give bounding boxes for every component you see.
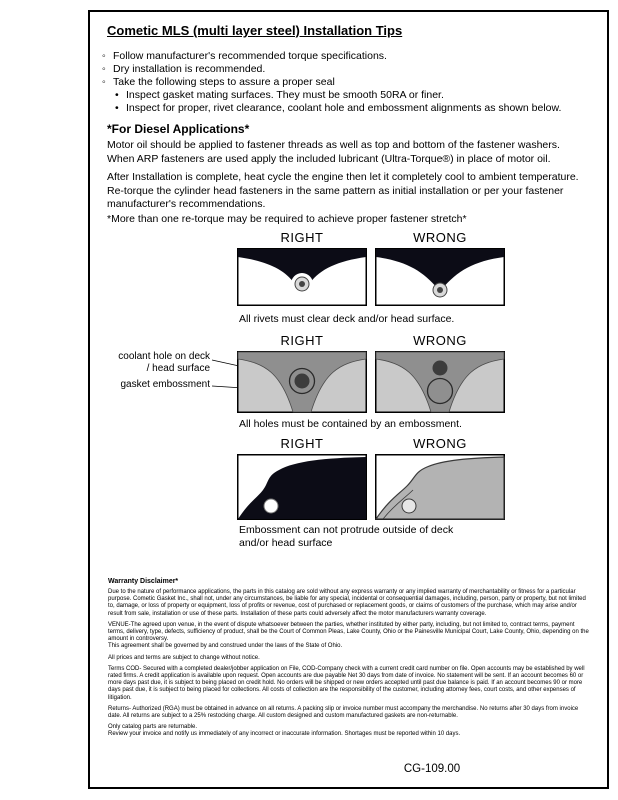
rivet-clearance-wrong-diagram	[375, 248, 505, 306]
warranty-disclaimer-section	[108, 578, 592, 743]
protrusion-right-diagram	[237, 454, 367, 520]
warranty-paragraph: VENUE-The agreed upon venue, in the event of dispute whatsoever between the parties, whether instituted by either party, including, but not limited to, contract terms, payment terms, delivery, type, defects, sufficiency of product, shall be the Court of Common Pleas, Lake County, Ohio or the Painesville Municipal Court, Lake County, Ohio, depending on the amount in controversy.	[108, 621, 589, 643]
warranty-paragraph: Review your invoice and notify us immediately of any incorrect or inaccurate information. Shortages must be reported within 10 days.	[108, 731, 461, 738]
tip-item: ◦ Take the following steps to assure a proper seal	[102, 76, 592, 89]
tip-item: ◦ Follow manufacturer's recommended torque specifications.	[102, 50, 592, 63]
wrong-label-row1: WRONG	[413, 230, 467, 245]
gasket-embossment-callout: gasket embossment	[120, 379, 210, 390]
diesel-applications-heading: *For Diesel Applications*	[107, 122, 250, 136]
page-border-frame	[88, 10, 609, 789]
warranty-paragraph: Due to the nature of performance applications, the parts in this catalog are sold without any express warranty or any implied warranty of merchantability or fitness for a particular purpose. Cometic Gasket Inc., shall not, under any circumstances, be liable for any special, incidental or consequential damages, including, person, party or property, but not limited to, damage, or loss of property or equipment, loss of profits or revenue, cost of purchased or replacement goods, or claims of customers of the purchase, which may arise and/or result from sale, installation or use of these parts. Installation of these parts could adversely affect the motor manufacturers warranty coverage.	[108, 589, 586, 617]
diagram-caption-holes: All holes must be contained by an embossment.	[239, 418, 462, 430]
right-label-row3: RIGHT	[280, 436, 324, 451]
diagram-caption-rivets: All rivets must clear deck and/or head surface.	[239, 313, 455, 325]
diesel-paragraph-1: Motor oil should be applied to fastener threads as well as top and bottom of the fastener washers. When ARP fasteners are used apply the included lubricant (Ultra-Torque®) in place of motor oil.	[107, 139, 560, 165]
warranty-paragraph: All prices and terms are subject to change without notice.	[108, 654, 260, 661]
warranty-paragraph: This agreement shall be governed by and construed under the laws of the State of Ohio.	[108, 643, 343, 650]
rivet-clearance-right-diagram	[237, 248, 367, 306]
wrong-label-row2: WRONG	[413, 333, 467, 348]
embossment-contained-right-diagram	[237, 351, 367, 413]
wrong-label-row3: WRONG	[413, 436, 467, 451]
sub-tip-item: • Inspect for proper, rivet clearance, coolant hole and embossment alignments as shown below.	[115, 102, 592, 115]
diesel-paragraph-2: After Installation is complete, heat cycle the engine then let it completely cool to ambient temperature. Re-torque the cylinder head fasteners in the same pattern as initial installation or per your fastener manufacturer's recommendations.	[107, 171, 579, 210]
page-code: CG-109.00	[403, 763, 461, 775]
warranty-paragraph: Only catalog parts are returnable.	[108, 724, 198, 731]
coolant-hole-callout: coolant hole on deck / head surface	[118, 351, 210, 374]
embossment-contained-wrong-diagram	[375, 351, 505, 413]
diagram-caption-protrusion: Embossment can not protrude outside of deck and/or head surface	[239, 524, 454, 549]
retorque-note: *More than one re-torque may be required to achieve proper fastener stretch*	[107, 213, 467, 225]
warranty-paragraph: Terms COD- Secured with a completed dealer/jobber application on File, COD-Company check with a current credit card number on file. Open accounts may be established by well rated firms. A credit application is available upon request. Open accounts are due payable Net 30 days from date of invoice. No statement will be sent. If an account becomes 60 or more days past due, it is subject to being placed on credit hold. No orders will be shipped or new orders accepted until past due balance is paid. If an account becomes 90 or more days past due, it is subject to being placed for collections. All costs of collection are the responsibility of the customer, including attorney fees, court costs, and other expenses of litigation.	[108, 665, 585, 701]
right-label-row2: RIGHT	[280, 333, 324, 348]
tip-item: ◦ Dry installation is recommended.	[102, 63, 592, 76]
warranty-heading: Warranty Disclaimer*	[108, 578, 179, 585]
protrusion-wrong-diagram	[375, 454, 505, 520]
installation-tips-list	[102, 50, 592, 115]
right-label-row1: RIGHT	[280, 230, 324, 245]
page-title: Cometic MLS (multi layer steel) Installation Tips	[107, 23, 403, 38]
warranty-paragraph: Returns- Authorized (RGA) must be obtained in advance on all returns. A packing slip or invoice number must accompany the merchandise. No returns after 30 days from invoice date. All returns are subject to a 25% restocking charge. All custom designed and custom manufactured gaskets are non-returnable.	[108, 705, 579, 720]
sub-tip-item: • Inspect gasket mating surfaces. They must be smooth 50RA or finer.	[115, 89, 592, 102]
